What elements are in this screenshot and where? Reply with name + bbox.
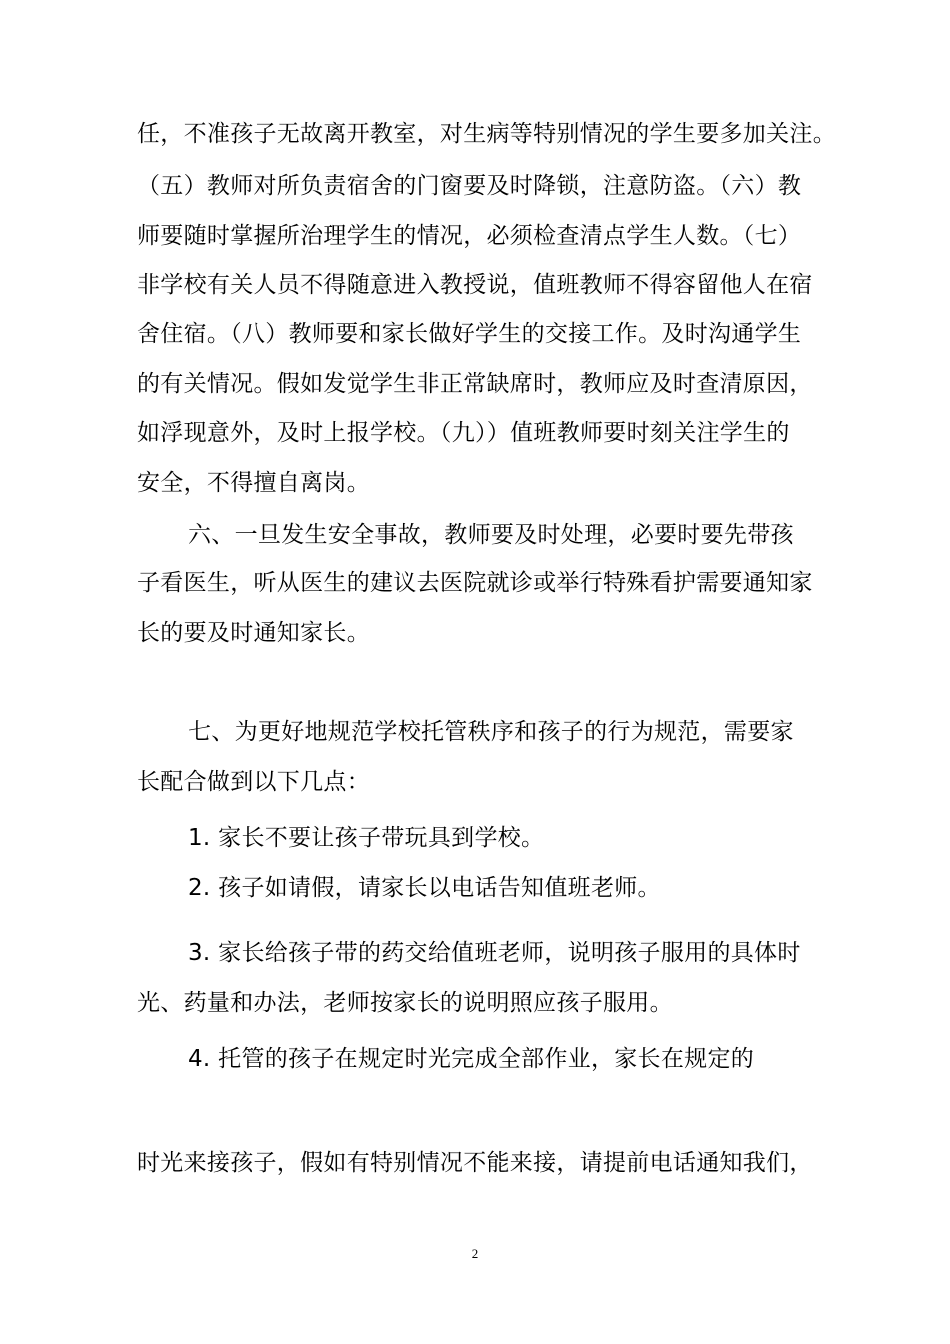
list-item: 1. 家长不要让孩子带玩具到学校。 bbox=[188, 825, 545, 851]
paragraph-line: 六、一旦发生安全事故，教师要及时处理，必要时要先带孩 bbox=[188, 522, 794, 548]
paragraph-line: 任，不准孩子无故离开教室，对生病等特别情况的学生要多加关注。 bbox=[137, 121, 836, 147]
list-item: 2. 孩子如请假，请家长以电话告知值班老师。 bbox=[188, 875, 661, 901]
paragraph-line: 时光来接孩子，假如有特别情况不能来接，请提前电话通知我们， bbox=[137, 1150, 813, 1176]
paragraph-line: 子看医生，听从医生的建议去医院就诊或举行特殊看护需要通知家 bbox=[137, 570, 813, 596]
paragraph-line: 非学校有关人员不得随意进入教授说，值班教师不得容留他人在宿 bbox=[137, 272, 813, 298]
paragraph-line: 舍住宿。（八）教师要和家长做好学生的交接工作。及时沟通学生 bbox=[137, 321, 802, 347]
paragraph-line: 的有关情况。假如发觉学生非正常缺席时，教师应及时查清原因， bbox=[137, 371, 813, 397]
paragraph-line: 长的要及时通知家长。 bbox=[137, 620, 370, 646]
paragraph-line: 七、为更好地规范学校托管秩序和孩子的行为规范，需要家 bbox=[188, 719, 794, 745]
list-item: 3. 家长给孩子带的药交给值班老师，说明孩子服用的具体时 bbox=[188, 940, 801, 966]
paragraph-line: 安全，不得擅自离岗。 bbox=[137, 470, 370, 496]
paragraph-line: 长配合做到以下几点： bbox=[137, 769, 370, 795]
paragraph-line: （五）教师对所负责宿舍的门窗要及时降锁，注意防盗。（六）教 bbox=[137, 173, 802, 199]
paragraph-line: 光、药量和办法，老师按家长的说明照应孩子服用。 bbox=[137, 990, 673, 1016]
page-number: 2 bbox=[471, 1246, 479, 1261]
paragraph-line: 如浮现意外，及时上报学校。（九））值班教师要时刻关注学生的 bbox=[137, 420, 790, 446]
paragraph-line: 师要随时掌握所治理学生的情况，必须检查清点学生人数。（七） bbox=[137, 223, 802, 249]
list-item: 4. 托管的孩子在规定时光完成全部作业，家长在规定的 bbox=[188, 1046, 755, 1072]
